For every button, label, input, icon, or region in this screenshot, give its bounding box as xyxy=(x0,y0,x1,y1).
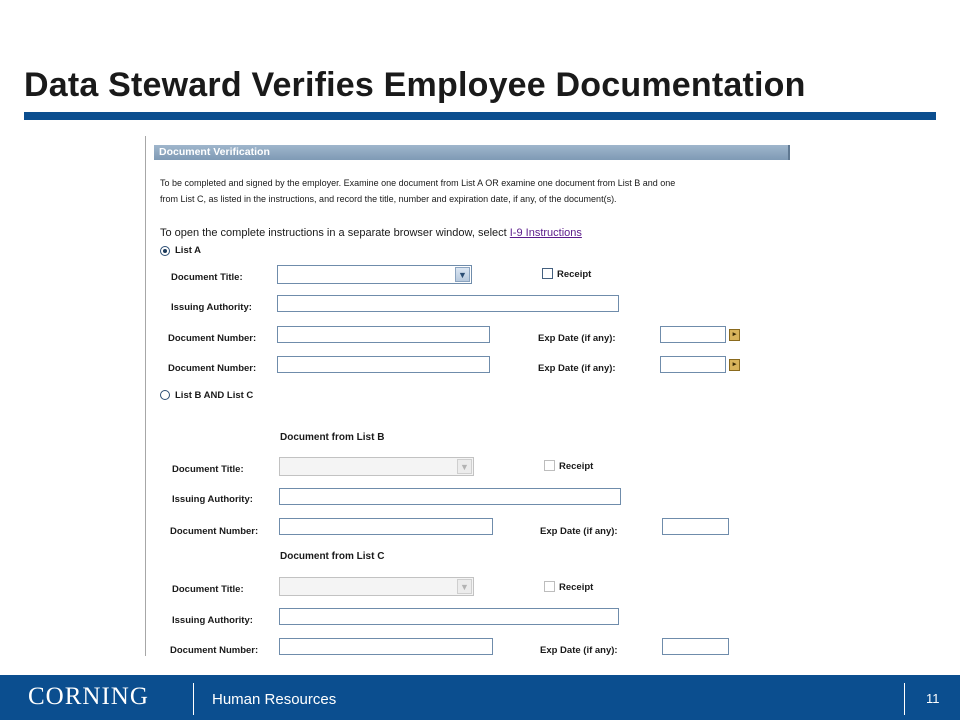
list-a-exp-date-label: Exp Date (if any): xyxy=(538,333,616,344)
list-c-issuing-authority-input[interactable] xyxy=(279,608,619,625)
list-bc-radio[interactable] xyxy=(160,390,170,400)
list-b-receipt-checkbox[interactable] xyxy=(544,460,555,471)
list-a-radio[interactable] xyxy=(160,246,170,256)
list-c-receipt-label: Receipt xyxy=(559,582,594,593)
list-a-document-number-2-input[interactable] xyxy=(277,356,490,373)
chevron-down-icon[interactable]: ▼ xyxy=(455,267,470,282)
list-c-exp-date-input[interactable] xyxy=(662,638,729,655)
list-a-document-title-select[interactable] xyxy=(277,265,472,284)
list-c-header: Document from List C xyxy=(280,551,385,562)
section-header: Document Verification xyxy=(154,145,790,160)
list-c-issuing-authority-label: Issuing Authority: xyxy=(172,615,253,626)
list-b-document-title-select[interactable] xyxy=(279,457,474,476)
list-b-exp-date-label: Exp Date (if any): xyxy=(540,526,618,537)
list-a-receipt-label: Receipt xyxy=(557,269,592,280)
list-c-document-title-select[interactable] xyxy=(279,577,474,596)
list-c-document-number-label: Document Number: xyxy=(170,645,259,656)
instructions-text: To open the complete instructions in a separate browser window, select xyxy=(160,227,510,239)
list-b-receipt-label: Receipt xyxy=(559,461,594,472)
page-number: 11 xyxy=(926,691,940,706)
calendar-icon[interactable]: ▸ xyxy=(729,359,740,371)
list-c-document-title-label: Document Title: xyxy=(172,584,244,595)
list-a-exp-date-2-label: Exp Date (if any): xyxy=(538,363,616,374)
list-a-document-number-2-label: Document Number: xyxy=(168,363,257,374)
chevron-down-icon[interactable]: ▼ xyxy=(457,459,472,474)
calendar-icon[interactable]: ▸ xyxy=(729,329,740,341)
intro-text-line-2: from List C, as listed in the instructions, and record the title, number and expiration date, if any, of the document(s). xyxy=(160,194,617,204)
corning-logo: CORNING xyxy=(28,683,149,710)
footer-divider xyxy=(904,683,905,715)
intro-text-line-1: To be completed and signed by the employer. Examine one document from List A OR examine one document from List B and one xyxy=(160,178,676,188)
list-a-document-number-input[interactable] xyxy=(277,326,490,343)
list-a-issuing-authority-input[interactable] xyxy=(277,295,619,312)
list-c-exp-date-label: Exp Date (if any): xyxy=(540,645,618,656)
title-underline xyxy=(24,112,936,120)
list-c-receipt-checkbox[interactable] xyxy=(544,581,555,592)
list-b-document-number-label: Document Number: xyxy=(170,526,259,537)
list-b-header: Document from List B xyxy=(280,432,385,443)
list-a-receipt-checkbox[interactable] xyxy=(542,268,553,279)
list-b-exp-date-input[interactable] xyxy=(662,518,729,535)
list-c-document-number-input[interactable] xyxy=(279,638,493,655)
list-a-label: List A xyxy=(175,245,202,256)
list-bc-label: List B AND List C xyxy=(175,390,254,401)
list-b-document-number-input[interactable] xyxy=(279,518,493,535)
list-b-issuing-authority-label: Issuing Authority: xyxy=(172,494,253,505)
chevron-down-icon[interactable]: ▼ xyxy=(457,579,472,594)
slide-title: Data Steward Verifies Employee Documentation xyxy=(24,66,806,104)
i9-instructions-link[interactable]: I-9 Instructions xyxy=(509,227,582,239)
list-a-document-number-label: Document Number: xyxy=(168,333,257,344)
footer-department: Human Resources xyxy=(212,691,337,708)
list-a-document-title-label: Document Title: xyxy=(171,272,243,283)
list-b-document-title-label: Document Title: xyxy=(172,464,244,475)
list-a-issuing-authority-label: Issuing Authority: xyxy=(171,302,252,313)
list-b-issuing-authority-input[interactable] xyxy=(279,488,621,505)
instructions-line xyxy=(160,227,582,239)
footer-divider xyxy=(193,683,194,715)
list-a-exp-date-2-input[interactable] xyxy=(660,356,726,373)
list-a-exp-date-input[interactable] xyxy=(660,326,726,343)
